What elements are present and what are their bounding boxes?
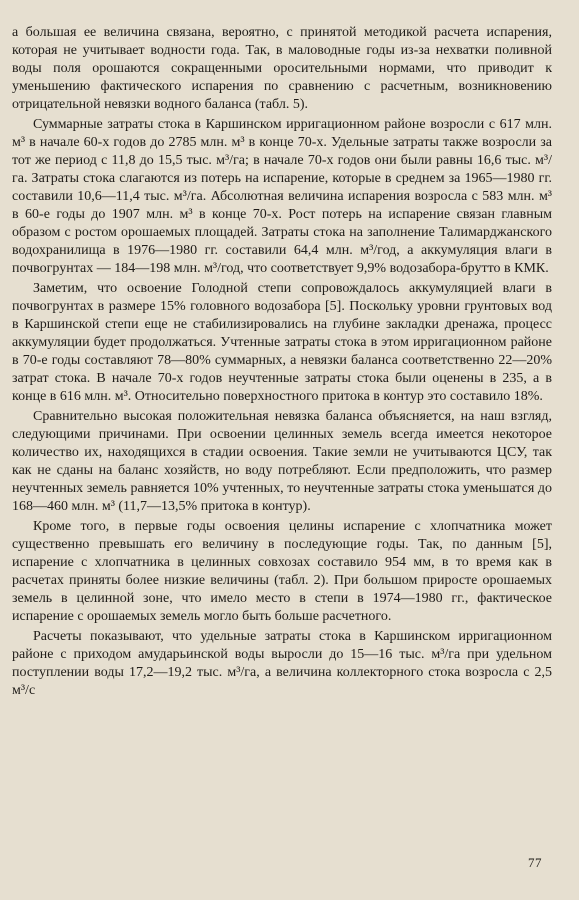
paragraph-2: Суммарные затраты стока в Каршинском ирригационном районе возросли с 617 млн. м³ в начале 60-х годов до 2785 млн. м³ в конце 70-х. Удельные затраты также возросли за тот же период с 11,8 до 15,5 тыс. м³/га; в начале 70-х годов они были равны 16,6 тыс. м³/га. Затраты стока слагаются из потерь на испарение, которые в среднем за 1965—1980 гг. составили 10,6—11,4 тыс. м³/га. Абсолютная величина испарения возросла с 583 млн. м³ в 60-е годы до 1907 млн. м³ в конце 70-х. Рост потерь на испарение связан главным образом с ростом орошаемых площадей. Затраты стока на заполнение Талимарджанского водохранилища в 1976—1980 гг. составили 64,4 млн. м³/год, а аккумуляция влаги в почвогрунтах — 184—198 млн. м³/год, что соответствует 9,9% водозабора-брутто в КМК. xyxy=(12,117,552,276)
paragraph-1: а большая ее величина связана, вероятно, с принятой методикой расчета испарения, которая не учитывает водности года. Так, в маловодные годы из-за нехватки поливной воды поля орошаются сокращенными оросительными нормами, что приводит к уменьшению фактического испарения по сравнению с расчетным, возникновению отрицательной невязки водного баланса (табл. 5). xyxy=(12,25,552,112)
paragraph-3: Заметим, что освоение Голодной степи сопровождалось аккумуляцией влаги в почвогрунтах в размере 15% головного водозабора [5]. Поскольку уровни грунтовых вод в Каршинской степи еще не стабилизировались на глубине закладки дренажа, процесс аккумуляции будет продолжаться. Учтенные затраты стока в этом ирригационном районе в 70-е годы составляют 78—80% суммарных, а невязки баланса соответственно 22—20% затрат стока. В начале 70-х годов неучтенные затраты стока были оценены в 235, а в конце в 616 млн. м³. Относительно поверхностного притока в контур это составило 18%. xyxy=(12,281,552,404)
paragraph-6: Расчеты показывают, что удельные затраты стока в Каршинском ирригационном районе с приходом амударьинской воды выросли до 15—16 тыс. м³/га при удельном поступлении воды 17,2—19,2 тыс. м³/га, а величина коллекторного стока возросла с 2,5 м³/с xyxy=(12,629,552,698)
page-number: 77 xyxy=(528,855,542,870)
paragraph-5: Кроме того, в первые годы освоения целины испарение с хлопчатника может существенно превышать его величину в последующие годы. Так, по данным [5], испарение с хлопчатника в целинных совхозах составило 954 мм, в то время как в расчетах приняты более низкие величины (табл. 2). При большом приросте орошаемых земель в целинной зоне, что имело место в степи в 1974—1980 гг., фактическое испарение с орошаемых земель могло быть больше расчетного. xyxy=(12,519,552,624)
text-body xyxy=(12,24,552,700)
paragraph-4: Сравнительно высокая положительная невязка баланса объясняется, на наш взгляд, следующими причинами. При освоении целинных земель всегда имеется некоторое количество их, находящихся в стадии освоения. Такие земли не учитываются ЦСУ, так как не сданы на баланс хозяйств, но воду потребляют. Если предположить, что размер неучтенных земель равняется 10% учтенных, то неучтенные затраты стока уменьшатся до 168—460 млн. м³ (11,7—13,5% притока в контур). xyxy=(12,409,552,514)
